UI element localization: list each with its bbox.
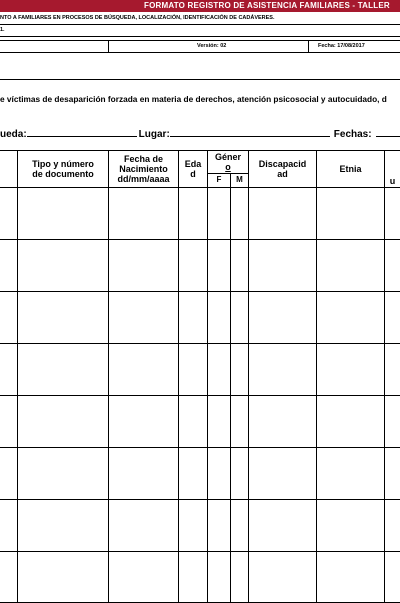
header-text: d <box>190 169 196 179</box>
header-text: dd/mm/aaaa <box>117 174 170 184</box>
code-fragment: 1. <box>0 27 5 33</box>
header-text: de documento <box>32 169 94 179</box>
fechas-input-line[interactable] <box>376 127 400 137</box>
row-divider <box>0 499 400 500</box>
row-divider <box>0 239 400 240</box>
lugar-label: Lugar: <box>138 129 170 140</box>
document-meta-row <box>0 40 400 53</box>
header-text: o <box>225 162 231 172</box>
fechas-label: Fechas: <box>333 129 372 140</box>
row-divider <box>0 447 400 448</box>
column-divider <box>384 151 385 602</box>
column-divider <box>248 151 249 602</box>
column-divider <box>108 151 109 602</box>
header-bar <box>0 0 400 12</box>
form-title: FORMATO REGISTRO DE ASISTENCIA FAMILIARES - TALLER <box>144 1 390 10</box>
header-genero-f: F <box>216 175 222 184</box>
divider <box>0 79 400 80</box>
column-divider <box>207 151 208 602</box>
column-divider <box>230 173 231 602</box>
divider <box>0 36 400 37</box>
objective-text: e víctimas de desaparición forzada en materia de derechos, atención psicosocial y autocuidado, d <box>0 94 387 104</box>
row-divider <box>0 187 400 188</box>
process-description: NTO A FAMILIARES EN PROCESOS DE BÚSQUEDA, LOCALIZACIÓN, IDENTIFICACIÓN DE CADÁVERES. <box>0 15 275 21</box>
header-text: Tipo y número <box>32 159 94 169</box>
divider <box>0 24 400 25</box>
lugar-input-line[interactable] <box>170 127 330 137</box>
meta-separator <box>108 41 109 53</box>
header-tipo-documento <box>18 151 108 187</box>
busqueda-label: ueda: <box>0 129 27 140</box>
column-divider <box>316 151 317 602</box>
header-fecha-nacimiento <box>109 151 178 187</box>
version-label: Versión: 02 <box>197 43 227 49</box>
meta-separator <box>308 41 309 53</box>
row-divider <box>0 291 400 292</box>
row-divider <box>0 551 400 552</box>
header-text: Eda <box>184 159 202 169</box>
form-fields-row <box>0 127 400 141</box>
header-last: u <box>389 176 396 186</box>
attendance-table <box>0 150 400 602</box>
header-text: Fecha de <box>123 154 163 164</box>
header-text: Nacimiento <box>119 164 168 174</box>
row-divider <box>0 343 400 344</box>
row-divider <box>0 395 400 396</box>
busqueda-input-line[interactable] <box>27 127 137 137</box>
header-text: ad <box>277 169 288 179</box>
header-text: Discapacid <box>258 159 307 169</box>
header-etnia: Etnia <box>339 164 362 174</box>
header-edad <box>179 151 207 187</box>
column-divider <box>178 151 179 602</box>
header-text: Géner <box>214 152 241 162</box>
header-genero-m: M <box>236 175 243 184</box>
column-divider <box>17 151 18 602</box>
header-discapacidad <box>249 151 316 187</box>
date-label: Fecha: 17/08/2017 <box>318 43 365 49</box>
header-genero <box>208 151 248 173</box>
